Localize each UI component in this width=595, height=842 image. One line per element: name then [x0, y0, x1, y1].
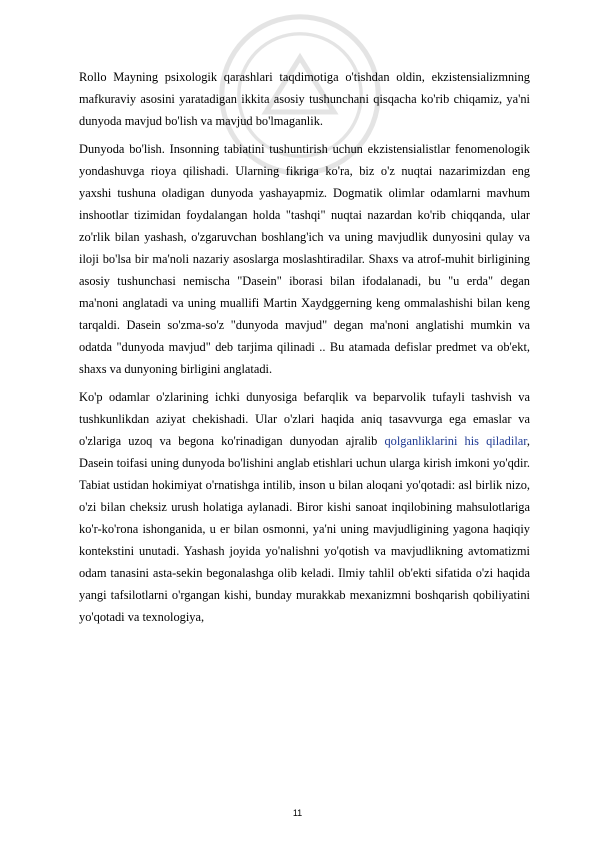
- paragraph-intro: Rollo Mayning psixologik qarashlari taqdimotiga o'tishdan oldin, ekzistensializmning mafkuraviy asosini yaratadigan ikkita asosiy tushunchani qisqacha ko'rib chiqamiz, ya'ni dunyoda mavjud bo'lish va mavjud bo'lmaganlik.: [79, 70, 530, 128]
- inline-link[interactable]: qolganliklarini his qiladilar: [384, 434, 527, 448]
- paragraph-alienation: [79, 386, 530, 628]
- page-number: 11: [292, 808, 303, 818]
- paragraph-being-in-world: Dunyoda bo'lish. Insonning tabiatini tushuntirish uchun ekzistensialistlar fenomenologik yondashuvga rioya qilishadi. Ularning fikriga ko'ra, biz o'z nuqtai nazarimizdan eng yaxshi tushuna oladigan dunyoda yashayapmiz. Dogmatik olimlar odamlarni mavhum inshootlar tizimidan foydalangan holda "tashqi" nuqtai nazardan ko'rib chiqqanda, ular zo'rlik bilan yashash, o'zgaruvchan boshlang'ich va uning mavjudlik dunyosini qulay va iloji bo'lsa bir ma'noli nazariy asoslarga moslashtiradilar. Shaxs va atrof-muhit birligining asosiy tushunchasi nemischa "Dasein" iborasi bilan ifodalanadi, bu "u erda" degan ma'noni anglatadi va uning muallifi Martin Xaydggerning keng ommalashishi bilan keng tarqaldi. Dasein so'zma-so'z "dunyoda mavjud" degan ma'noni anglatishi mumkin va odatda "dunyoda mavjud" deb tarjima qilinadi .. Bu atamada defislar predmet va ob'ekt, shaxs va dunyoning birligini anglatadi.: [79, 142, 530, 376]
- paragraph-text-after-link: , Dasein toifasi uning dunyoda bo'lishini anglab etishlari uchun ularga kirish imkoni yo'qdir. Tabiat ustidan hokimiyat o'rnatishga intilib, inson u bilan aloqani yo'qotadi: asl birlik nizo, o'zi bilan cheksiz urush holatiga aylanadi. Biror kishi sanoat inqilobining mahsulotlariga ko'r-ko'rona ishonganida, u er bilan osmonni, ya'ni uning mavjudligining yagona haqiqiy kontekstini unutadi. Yashash joyida yo'nalishni yo'qotish va mavjudlikning avtomatizmi odam tanasini asta-sekin begonalashga olib keladi. Ilmiy tahlil ob'ekti sifatida o'zi haqida yangi tafsilotlarni o'rgangan kishi, bunday murakkab mexanizmni boshqarish qobiliyatini yo'qotadi va texnologiya,: [79, 434, 530, 624]
- paragraph-text-before-link: Ko'p odamlar o'zlarining ichki dunyosiga befarqlik va beparvolik tufayli tashvish va tushkunlikdan aziyat chekishadi. Ular o'zlari haqida aniq tasavvurga ega emaslar va o'zlariga uzoq va begona ko'rinadigan dunyodan ajralib: [79, 390, 530, 448]
- page-body: [79, 66, 530, 628]
